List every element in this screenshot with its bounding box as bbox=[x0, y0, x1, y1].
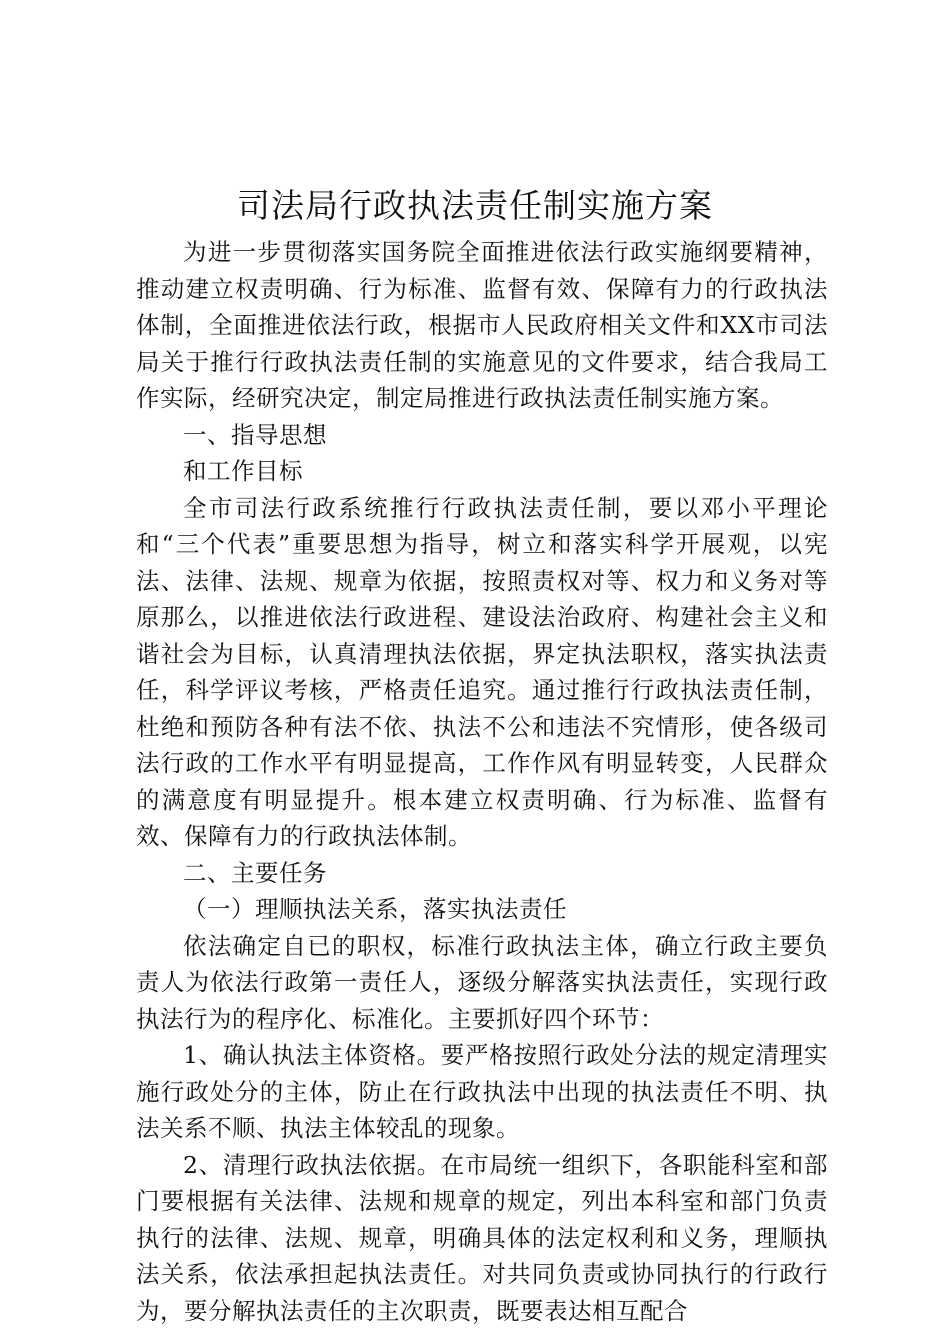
section-heading-main-tasks: 二、主要任务 bbox=[183, 858, 327, 887]
guiding-thought-paragraph: 全市司法行政系统推行行政执法责任制，要以邓小平理论和“三个代表”重要思想为指导，树立和落实科学开展观，以宪法、法律、法规、规章为依据，按照责权对等、权力和义务对等原那么，以推进依法行政进程、建设法治政府、构建社会主义和谐社会为目标，认真清理执法依据，界定执法职权，落实执法责任，科学评议考核，严格责任追究。通过推行行政执法责任制，杜绝和预防各种有法不依、执法不公和违法不究情形，使各级司法行政的工作水平有明显提高，工作作风有明显转变，人民群众的满意度有明显提升。根本建立权责明确、行为标准、监督有效、保障有力的行政执法体制。 bbox=[136, 493, 828, 850]
item-2-paragraph: 2、清理行政执法依据。在市局统一组织下，各职能科室和部门要根据有关法律、法规和规章的规定，列出本科室和部门负责执行的法律、法规、规章，明确具体的法定权利和义务，理顺执法关系，依法承担起执法责任。对共同负责或协同执行的行政行为，要分解执法责任的主次职责，既要表达相互配合 bbox=[136, 1150, 828, 1325]
subsection-heading-1: （一）理顺执法关系，落实执法责任 bbox=[183, 895, 567, 923]
intro-paragraph: 为进一步贯彻落实国务院全面推进依法行政实施纲要精神，推动建立权责明确、行为标准、监督有效、保障有力的行政执法体制，全面推进依法行政，根据市人民政府相关文件和XX市司法局关于推行行政执法责任制的实施意见的文件要求，结合我局工作实际，经研究决定，制定局推进行政执法责任制实施方案。 bbox=[136, 238, 828, 412]
document-title: 司法局行政执法责任制实施方案 bbox=[237, 186, 713, 225]
section-heading-work-goals: 和工作目标 bbox=[183, 457, 303, 485]
subsection-1-paragraph: 依法确定自已的职权，标准行政执法主体，确立行政主要负责人为依法行政第一责任人，逐级分解落实执法责任，实现行政执法行为的程序化、标准化。主要抓好四个环节： bbox=[136, 931, 828, 1033]
item-1-paragraph: 1、确认执法主体资格。要严格按照行政处分法的规定清理实施行政处分的主体，防止在行政执法中出现的执法责任不明、执法关系不顺、执法主体较乱的现象。 bbox=[136, 1041, 828, 1142]
section-heading-guiding-thought: 一、指导思想 bbox=[183, 420, 327, 449]
document-body bbox=[136, 234, 828, 1329]
